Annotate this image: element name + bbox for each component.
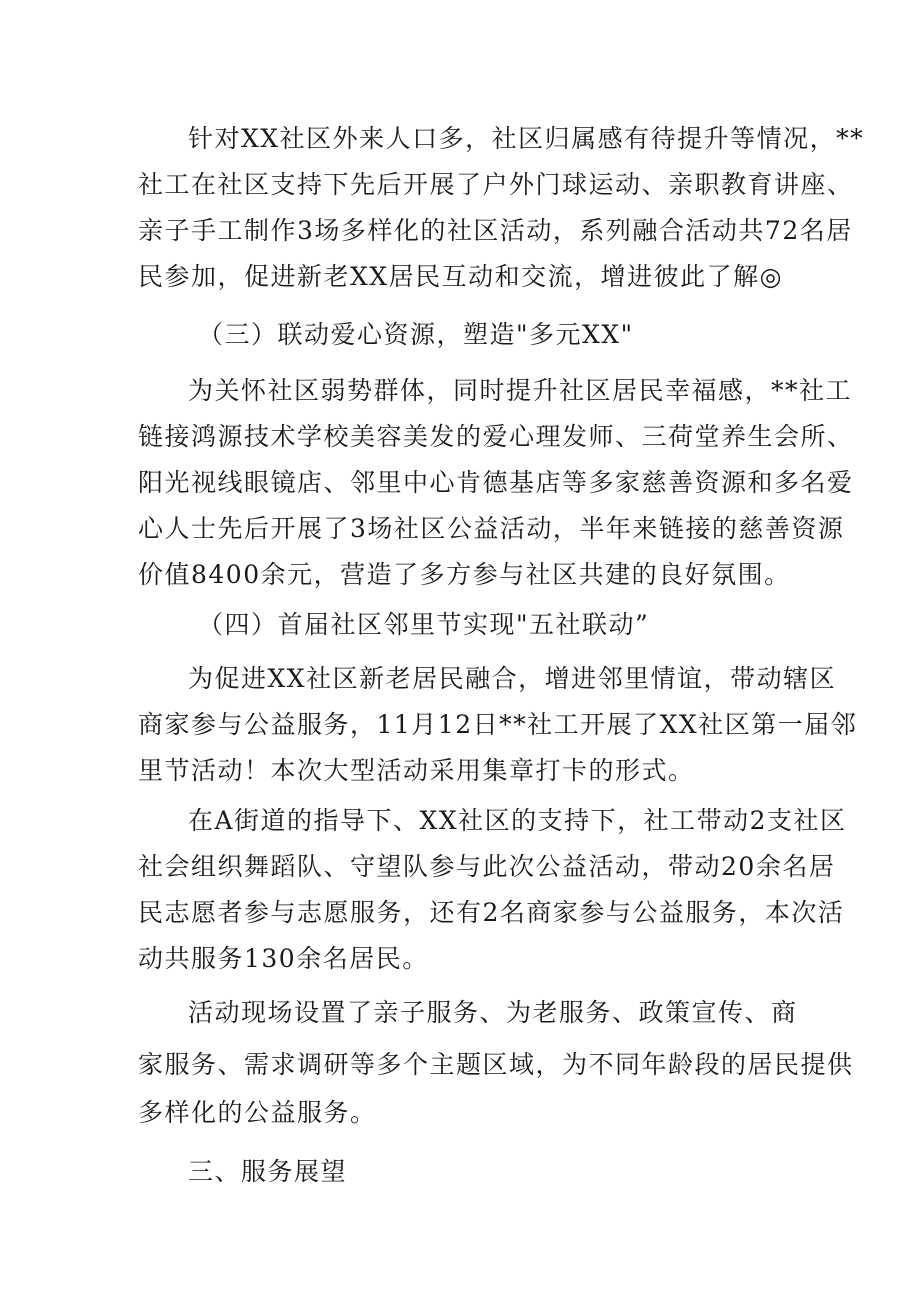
paragraph-5-line-2: 家服务、需求调研等多个主题区域，为不同年龄段的居民提供 xyxy=(138,1050,854,1079)
paragraph-2-line-4: 心人士先后开展了3场社区公益活动，半年来链接的慈善资源 xyxy=(138,514,845,543)
paragraph-5-line-3: 多样化的公益服务。 xyxy=(138,1098,377,1127)
paragraph-1-line-1: 针对XX社区外来人口多，社区归属感有待提升等情况，** xyxy=(188,124,865,153)
paragraph-1-line-2: 社工在社区支持下先后开展了户外门球运动、亲职教育讲座、 xyxy=(138,170,854,199)
paragraph-1-line-4: 民参加，促进新老XX居民互动和交流，增进彼此了解◎ xyxy=(138,262,783,291)
paragraph-2-line-1: 为关怀社区弱势群体，同时提升社区居民幸福感，**社工 xyxy=(188,376,853,405)
paragraph-2-line-3: 阳光视线眼镜店、邻里中心肯德基店等多家慈善资源和多名爱 xyxy=(138,468,854,497)
paragraph-3-line-1: 为促进XX社区新老居民融合，增进邻里情谊，带动辖区 xyxy=(188,664,837,693)
section-heading-3: （三）联动爱心资源，塑造"多元XX" xyxy=(198,320,634,349)
paragraph-4-line-2: 社会组织舞蹈队、守望队参与此次公益活动，带动20余名居 xyxy=(138,852,836,881)
paragraph-5-line-1: 活动现场设置了亲子服务、为老服务、政策宣传、商 xyxy=(188,998,798,1027)
paragraph-4-line-4: 动共服务130余名居民。 xyxy=(138,944,429,973)
paragraph-2-line-2: 链接鸿源技术学校美容美发的爱心理发师、三荷堂养生会所、 xyxy=(138,422,854,451)
paragraph-2-line-5: 价值8400余元，营造了多方参与社区共建的良好氛围。 xyxy=(138,560,791,589)
section-heading-4: （四）首届社区邻里节实现"五社联动” xyxy=(198,610,650,639)
paragraph-4-line-1: 在A街道的指导下、XX社区的支持下，社工带动2支社区 xyxy=(188,806,847,835)
paragraph-4-line-3: 民志愿者参与志愿服务，还有2名商家参与公益服务，本次活 xyxy=(138,898,845,927)
paragraph-1-line-3: 亲子手工制作3场多样化的社区活动，系列融合活动共72名居 xyxy=(138,216,853,245)
paragraph-3-line-3: 里节活动！本次大型活动采用集章打卡的形式。 xyxy=(138,756,695,785)
paragraph-3-line-2: 商家参与公益服务，11月12日**社工开展了XX社区第一届邻 xyxy=(138,710,858,739)
section-heading-outlook: 三、服务展望 xyxy=(188,1157,348,1186)
